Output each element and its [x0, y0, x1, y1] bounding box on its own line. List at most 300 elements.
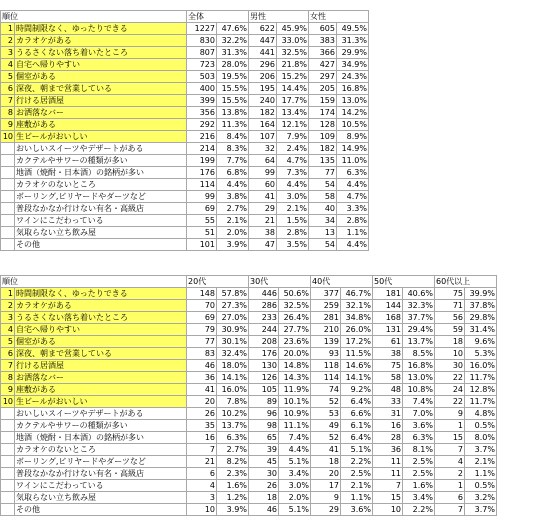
count-cell: 58: [373, 372, 403, 384]
count-cell: 9: [311, 492, 341, 504]
percent-cell: 14.1%: [341, 372, 373, 384]
item-label: カクテルやサワーの種類が多い: [15, 420, 187, 432]
percent-cell: 16.0%: [217, 384, 249, 396]
item-label: ボーリング,ビリヤードやダーツなど: [15, 191, 187, 203]
count-cell: 366: [309, 47, 337, 59]
table-row: [1, 396, 497, 408]
count-cell: 259: [311, 300, 341, 312]
count-cell: 96: [249, 408, 279, 420]
table-row: [1, 83, 369, 95]
rank-cell: [1, 167, 15, 179]
count-cell: 176: [187, 167, 217, 179]
table-row: [1, 35, 369, 47]
item-label: 生ビールがおいしい: [15, 131, 187, 143]
percent-cell: 11.7%: [465, 396, 497, 408]
rank-cell: 5: [1, 336, 15, 348]
item-label: 気取らない立ち飲み屋: [15, 492, 187, 504]
rank-cell: 6: [1, 348, 15, 360]
percent-cell: 3.6%: [403, 420, 435, 432]
percent-cell: 2.0%: [217, 227, 249, 239]
percent-cell: 11.3%: [217, 119, 249, 131]
count-cell: 56: [435, 312, 465, 324]
percent-cell: 2.5%: [403, 468, 435, 480]
rank-cell: [1, 215, 15, 227]
rank-cell: 4: [1, 324, 15, 336]
item-label: カラオケのないところ: [15, 444, 187, 456]
table-by-age: [0, 275, 497, 516]
table-row: [1, 408, 497, 420]
item-label: お洒落なバー: [15, 107, 187, 119]
table-row: [1, 468, 497, 480]
percent-cell: 4.4%: [277, 179, 309, 191]
percent-cell: 11.1%: [279, 420, 311, 432]
percent-cell: 12.8%: [465, 384, 497, 396]
percent-cell: 13.0%: [337, 95, 369, 107]
percent-cell: 4.4%: [279, 444, 311, 456]
count-cell: 35: [187, 420, 217, 432]
count-cell: 26: [187, 408, 217, 420]
rank-cell: 8: [1, 107, 15, 119]
group-header: 60代以上: [435, 276, 497, 288]
count-cell: 139: [311, 336, 341, 348]
percent-cell: 3.9%: [217, 239, 249, 251]
table-row: [1, 480, 497, 492]
count-cell: 503: [187, 71, 217, 83]
count-cell: 11: [373, 468, 403, 480]
item-label: ワインにこだわっている: [15, 480, 187, 492]
count-cell: 107: [249, 131, 277, 143]
count-cell: 118: [311, 360, 341, 372]
percent-cell: 1.6%: [403, 480, 435, 492]
count-cell: 31: [373, 408, 403, 420]
percent-cell: 2.5%: [403, 456, 435, 468]
percent-cell: 29.8%: [465, 312, 497, 324]
count-cell: 36: [373, 444, 403, 456]
count-cell: 28: [373, 432, 403, 444]
item-label: 行ける居酒屋: [15, 360, 187, 372]
percent-cell: 32.3%: [403, 300, 435, 312]
percent-cell: 28.0%: [217, 59, 249, 71]
count-cell: 7: [435, 444, 465, 456]
count-cell: 75: [373, 360, 403, 372]
percent-cell: 32.2%: [217, 35, 249, 47]
percent-cell: 2.8%: [337, 215, 369, 227]
item-label: カラオケがある: [15, 300, 187, 312]
count-cell: 807: [187, 47, 217, 59]
table-row: [1, 492, 497, 504]
count-cell: 99: [249, 167, 277, 179]
count-cell: 605: [309, 23, 337, 35]
percent-cell: 10.2%: [217, 408, 249, 420]
rank-cell: 1: [1, 288, 15, 300]
percent-cell: 19.5%: [217, 71, 249, 83]
count-cell: 18: [311, 456, 341, 468]
table-row: [1, 203, 369, 215]
percent-cell: 17.7%: [277, 95, 309, 107]
percent-cell: 7.4%: [279, 432, 311, 444]
count-cell: 208: [249, 336, 279, 348]
rank-cell: 3: [1, 312, 15, 324]
table-row: [1, 119, 369, 131]
percent-cell: 31.4%: [465, 324, 497, 336]
count-cell: 79: [187, 324, 217, 336]
count-cell: 21: [249, 215, 277, 227]
count-cell: 15: [373, 492, 403, 504]
percent-cell: 31.3%: [337, 35, 369, 47]
percent-cell: 15.5%: [217, 95, 249, 107]
percent-cell: 10.9%: [279, 408, 311, 420]
count-cell: 7: [373, 480, 403, 492]
percent-cell: 11.9%: [279, 384, 311, 396]
count-cell: 18: [435, 336, 465, 348]
count-cell: 83: [187, 348, 217, 360]
percent-cell: 26.0%: [341, 324, 373, 336]
percent-cell: 3.6%: [341, 504, 373, 516]
table-row: [1, 191, 369, 203]
rank-cell: 8: [1, 372, 15, 384]
count-cell: 41: [249, 191, 277, 203]
item-label: ボーリング,ビリヤードやダーツなど: [15, 456, 187, 468]
count-cell: 22: [435, 396, 465, 408]
count-cell: 26: [249, 480, 279, 492]
percent-cell: 4.7%: [337, 191, 369, 203]
table-row: [1, 107, 369, 119]
percent-cell: 49.5%: [337, 23, 369, 35]
count-cell: 16: [373, 420, 403, 432]
item-label: カラオケがある: [15, 35, 187, 47]
table-row: [1, 360, 497, 372]
count-cell: 69: [187, 312, 217, 324]
percent-cell: 2.1%: [465, 456, 497, 468]
group-header: 20代: [187, 276, 249, 288]
percent-cell: 3.4%: [403, 492, 435, 504]
count-cell: 41: [187, 384, 217, 396]
count-cell: 32: [249, 143, 277, 155]
count-cell: 233: [249, 312, 279, 324]
percent-cell: 7.4%: [403, 396, 435, 408]
rank-header: 順位: [1, 276, 187, 288]
rank-cell: 10: [1, 396, 15, 408]
percent-cell: 27.7%: [279, 324, 311, 336]
rank-cell: [1, 468, 15, 480]
count-cell: 69: [187, 203, 217, 215]
item-label: 生ビールがおいしい: [15, 396, 187, 408]
count-cell: 64: [249, 155, 277, 167]
count-cell: 54: [309, 239, 337, 251]
percent-cell: 3.0%: [279, 480, 311, 492]
rank-cell: [1, 203, 15, 215]
rank-cell: 2: [1, 300, 15, 312]
count-cell: 399: [187, 95, 217, 107]
count-cell: 46: [249, 504, 279, 516]
count-cell: 30: [249, 468, 279, 480]
table-row: [1, 384, 497, 396]
count-cell: 164: [249, 119, 277, 131]
table-row: [1, 23, 369, 35]
percent-cell: 1.1%: [341, 492, 373, 504]
group-header: 女性: [309, 11, 369, 23]
count-cell: 21: [187, 456, 217, 468]
count-cell: 148: [187, 288, 217, 300]
count-cell: 38: [249, 227, 277, 239]
percent-cell: 21.8%: [277, 59, 309, 71]
count-cell: 441: [249, 47, 277, 59]
count-cell: 168: [373, 312, 403, 324]
group-header: 全体: [187, 11, 249, 23]
item-label: お洒落なバー: [15, 372, 187, 384]
item-label: 個室がある: [15, 336, 187, 348]
percent-cell: 30.1%: [217, 336, 249, 348]
percent-cell: 2.0%: [279, 492, 311, 504]
count-cell: 199: [187, 155, 217, 167]
count-cell: 723: [187, 59, 217, 71]
count-cell: 29: [249, 203, 277, 215]
percent-cell: 32.5%: [277, 47, 309, 59]
item-label: その他: [15, 239, 187, 251]
percent-cell: 14.6%: [341, 360, 373, 372]
table-row: [1, 336, 497, 348]
percent-cell: 6.8%: [217, 167, 249, 179]
count-cell: 60: [249, 179, 277, 191]
group-header: 30代: [249, 276, 311, 288]
count-cell: 144: [373, 300, 403, 312]
percent-cell: 13.0%: [403, 372, 435, 384]
count-cell: 55: [187, 215, 217, 227]
percent-cell: 2.1%: [217, 215, 249, 227]
percent-cell: 2.1%: [277, 203, 309, 215]
count-cell: 4: [187, 480, 217, 492]
group-header: 50代: [373, 276, 435, 288]
rank-cell: [1, 492, 15, 504]
percent-cell: 29.4%: [403, 324, 435, 336]
percent-cell: 5.3%: [465, 348, 497, 360]
count-cell: 1: [435, 420, 465, 432]
item-label: 普段なかなか行けない有名・高級店: [15, 468, 187, 480]
percent-cell: 34.8%: [341, 312, 373, 324]
rank-cell: [1, 179, 15, 191]
count-cell: 240: [249, 95, 277, 107]
count-cell: 6: [435, 492, 465, 504]
percent-cell: 2.2%: [403, 504, 435, 516]
count-cell: 210: [311, 324, 341, 336]
rank-cell: [1, 155, 15, 167]
count-cell: 114: [187, 179, 217, 191]
rank-cell: [1, 143, 15, 155]
table-row: [1, 420, 497, 432]
percent-cell: 14.2%: [337, 107, 369, 119]
table-row: [1, 312, 497, 324]
percent-cell: 6.3%: [217, 432, 249, 444]
percent-cell: 13.7%: [403, 336, 435, 348]
percent-cell: 2.1%: [341, 480, 373, 492]
table-row: [1, 288, 497, 300]
percent-cell: 14.4%: [277, 83, 309, 95]
percent-cell: 33.0%: [277, 35, 309, 47]
percent-cell: 6.3%: [337, 167, 369, 179]
percent-cell: 47.6%: [217, 23, 249, 35]
percent-cell: 24.3%: [337, 71, 369, 83]
item-label: 行ける居酒屋: [15, 95, 187, 107]
count-cell: 214: [187, 143, 217, 155]
rank-cell: 7: [1, 360, 15, 372]
count-cell: 109: [309, 131, 337, 143]
item-label: おいしいスイーツやデザートがある: [15, 143, 187, 155]
percent-cell: 11.7%: [465, 372, 497, 384]
percent-cell: 10.8%: [403, 384, 435, 396]
percent-cell: 5.1%: [341, 444, 373, 456]
count-cell: 830: [187, 35, 217, 47]
count-cell: 130: [249, 360, 279, 372]
item-label: うるさくない落ち着いたところ: [15, 47, 187, 59]
count-cell: 10: [187, 504, 217, 516]
count-cell: 74: [311, 384, 341, 396]
count-cell: 24: [435, 384, 465, 396]
count-cell: 48: [373, 384, 403, 396]
rank-cell: 4: [1, 59, 15, 71]
percent-cell: 37.8%: [465, 300, 497, 312]
percent-cell: 2.2%: [341, 456, 373, 468]
rank-cell: [1, 191, 15, 203]
rank-cell: [1, 408, 15, 420]
percent-cell: 23.6%: [279, 336, 311, 348]
count-cell: 101: [187, 239, 217, 251]
count-cell: 181: [373, 288, 403, 300]
percent-cell: 1.1%: [337, 227, 369, 239]
rank-cell: 10: [1, 131, 15, 143]
header-row: [1, 11, 369, 23]
count-cell: 18: [249, 492, 279, 504]
count-cell: 3: [187, 492, 217, 504]
table-row: [1, 456, 497, 468]
percent-cell: 10.1%: [279, 396, 311, 408]
count-cell: 54: [309, 179, 337, 191]
count-cell: 206: [249, 71, 277, 83]
count-cell: 71: [435, 300, 465, 312]
percent-cell: 14.9%: [337, 143, 369, 155]
count-cell: 38: [373, 348, 403, 360]
table-row: [1, 348, 497, 360]
item-label: うるさくない落ち着いたところ: [15, 312, 187, 324]
percent-cell: 16.8%: [337, 83, 369, 95]
percent-cell: 3.9%: [217, 504, 249, 516]
count-cell: 15: [435, 432, 465, 444]
percent-cell: 1.6%: [217, 480, 249, 492]
rank-cell: 7: [1, 95, 15, 107]
percent-cell: 8.2%: [217, 456, 249, 468]
count-cell: 356: [187, 107, 217, 119]
rank-cell: 3: [1, 47, 15, 59]
count-cell: 75: [435, 288, 465, 300]
count-cell: 6: [187, 468, 217, 480]
percent-cell: 20.0%: [279, 348, 311, 360]
item-label: カラオケのないところ: [15, 179, 187, 191]
count-cell: 49: [311, 420, 341, 432]
percent-cell: 50.6%: [279, 288, 311, 300]
rank-cell: [1, 432, 15, 444]
percent-cell: 30.9%: [217, 324, 249, 336]
count-cell: 47: [249, 239, 277, 251]
percent-cell: 4.4%: [217, 179, 249, 191]
group-header: 男性: [249, 11, 309, 23]
percent-cell: 29.9%: [337, 47, 369, 59]
percent-cell: 13.7%: [217, 420, 249, 432]
percent-cell: 2.4%: [277, 143, 309, 155]
percent-cell: 3.4%: [279, 468, 311, 480]
count-cell: 297: [309, 71, 337, 83]
count-cell: 427: [309, 59, 337, 71]
count-cell: 77: [309, 167, 337, 179]
percent-cell: 7.0%: [403, 408, 435, 420]
count-cell: 30: [435, 360, 465, 372]
percent-cell: 18.0%: [217, 360, 249, 372]
count-cell: 20: [187, 396, 217, 408]
percent-cell: 7.3%: [277, 167, 309, 179]
percent-cell: 16.0%: [465, 360, 497, 372]
rank-cell: [1, 239, 15, 251]
table-row: [1, 167, 369, 179]
count-cell: 174: [309, 107, 337, 119]
count-cell: 377: [311, 288, 341, 300]
percent-cell: 37.7%: [403, 312, 435, 324]
percent-cell: 27.3%: [217, 300, 249, 312]
percent-cell: 15.5%: [217, 83, 249, 95]
count-cell: 53: [311, 408, 341, 420]
count-cell: 52: [311, 432, 341, 444]
item-label: 深夜、朝まで営業している: [15, 348, 187, 360]
count-cell: 128: [309, 119, 337, 131]
item-label: その他: [15, 504, 187, 516]
percent-cell: 31.3%: [217, 47, 249, 59]
rank-cell: [1, 504, 15, 516]
count-cell: 65: [249, 432, 279, 444]
percent-cell: 2.7%: [217, 203, 249, 215]
count-cell: 29: [311, 504, 341, 516]
count-cell: 4: [435, 456, 465, 468]
count-cell: 93: [311, 348, 341, 360]
percent-cell: 12.1%: [277, 119, 309, 131]
count-cell: 98: [249, 420, 279, 432]
item-label: おいしいスイーツやデザートがある: [15, 408, 187, 420]
count-cell: 77: [187, 336, 217, 348]
rank-cell: 5: [1, 71, 15, 83]
count-cell: 131: [373, 324, 403, 336]
count-cell: 182: [309, 143, 337, 155]
percent-cell: 6.1%: [341, 420, 373, 432]
percent-cell: 4.4%: [337, 239, 369, 251]
percent-cell: 11.0%: [337, 155, 369, 167]
table-row: [1, 300, 497, 312]
percent-cell: 45.9%: [277, 23, 309, 35]
percent-cell: 3.3%: [337, 203, 369, 215]
percent-cell: 13.8%: [217, 107, 249, 119]
rank-cell: 2: [1, 35, 15, 47]
item-label: 自宅へ帰りやすい: [15, 59, 187, 71]
percent-cell: 3.7%: [465, 504, 497, 516]
rank-cell: [1, 456, 15, 468]
percent-cell: 5.1%: [279, 456, 311, 468]
percent-cell: 8.9%: [337, 131, 369, 143]
percent-cell: 8.5%: [403, 348, 435, 360]
percent-cell: 17.2%: [341, 336, 373, 348]
table-row: [1, 131, 369, 143]
count-cell: 205: [309, 83, 337, 95]
item-label: 時間制限なく、ゆったりできる: [15, 23, 187, 35]
percent-cell: 2.7%: [217, 444, 249, 456]
percent-cell: 6.4%: [341, 432, 373, 444]
count-cell: 135: [309, 155, 337, 167]
percent-cell: 14.1%: [217, 372, 249, 384]
count-cell: 61: [373, 336, 403, 348]
